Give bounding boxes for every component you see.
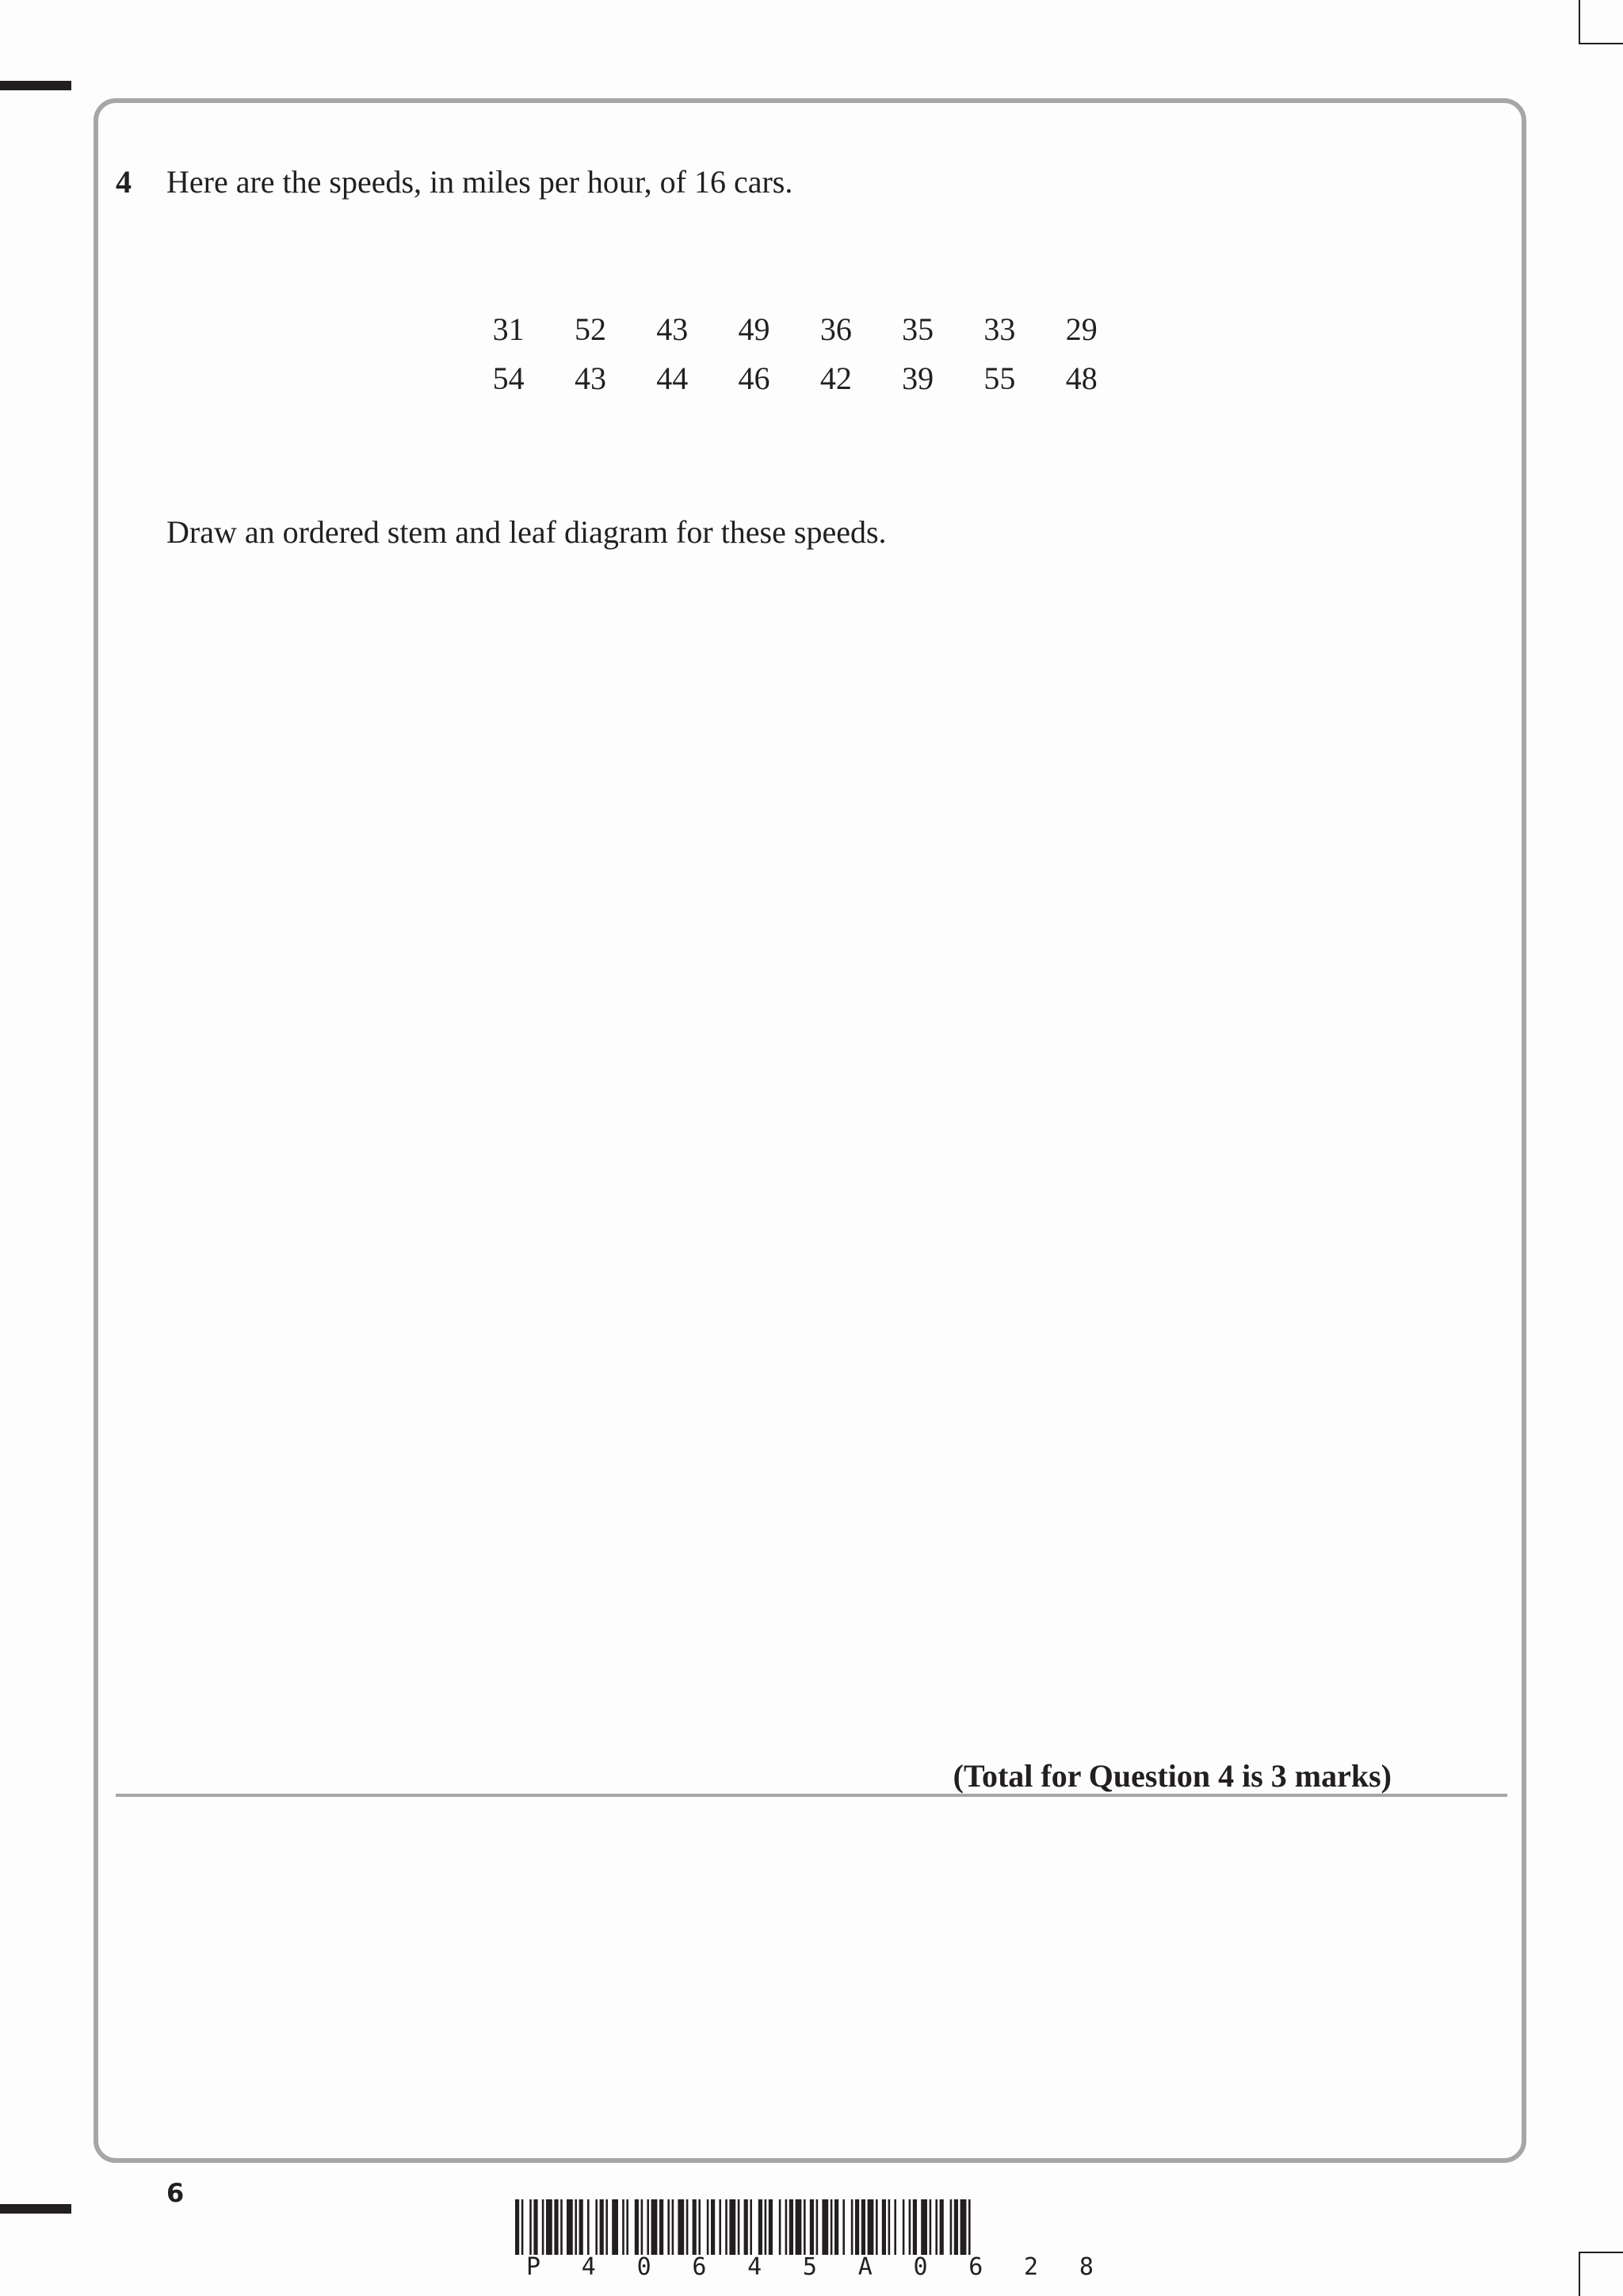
barcode-char: 6 bbox=[692, 2253, 707, 2281]
barcode-bar bbox=[855, 2199, 859, 2255]
barcode-bar bbox=[796, 2199, 802, 2255]
barcode-bar bbox=[913, 2199, 917, 2255]
barcode-bar bbox=[816, 2199, 819, 2255]
barcode-bar bbox=[750, 2199, 752, 2255]
barcode-bar bbox=[595, 2199, 598, 2255]
barcode-char: 2 bbox=[1024, 2253, 1039, 2281]
barcode-bar bbox=[529, 2199, 532, 2255]
total-divider bbox=[116, 1794, 1507, 1797]
barcode-bar bbox=[521, 2199, 524, 2255]
barcode-bar bbox=[851, 2199, 854, 2255]
page-number: 6 bbox=[166, 2178, 185, 2208]
barcode-bar bbox=[641, 2199, 643, 2255]
barcode-bar bbox=[725, 2199, 727, 2255]
barcode-bar bbox=[542, 2199, 544, 2255]
speed-value: 43 bbox=[656, 311, 689, 347]
barcode-bar bbox=[861, 2199, 865, 2255]
barcode-bar bbox=[651, 2199, 658, 2255]
barcode-char: 8 bbox=[1079, 2253, 1094, 2281]
speed-value: 54 bbox=[492, 360, 525, 396]
barcode-bar bbox=[554, 2199, 558, 2255]
speed-value: 35 bbox=[902, 311, 934, 347]
barcode-bar bbox=[533, 2199, 537, 2255]
barcode-bar bbox=[810, 2199, 814, 2255]
barcode-bar bbox=[769, 2199, 773, 2255]
speed-value: 39 bbox=[902, 360, 934, 396]
speed-value: 46 bbox=[738, 360, 770, 396]
crop-mark-bottom bbox=[1579, 2252, 1623, 2296]
barcode-bar bbox=[785, 2199, 788, 2255]
barcode-bar bbox=[678, 2199, 684, 2255]
barcode-bar bbox=[876, 2199, 878, 2255]
margin-mark-top bbox=[0, 81, 71, 90]
barcode bbox=[515, 2199, 1105, 2286]
barcode-bar bbox=[693, 2199, 697, 2255]
barcode-bar bbox=[868, 2199, 874, 2255]
barcode-char: A bbox=[857, 2253, 873, 2281]
barcode-bar bbox=[834, 2199, 838, 2255]
barcode-bar bbox=[587, 2199, 590, 2255]
barcode-bar bbox=[515, 2199, 519, 2255]
barcode-bar bbox=[822, 2199, 828, 2255]
barcode-bar bbox=[686, 2199, 689, 2255]
question-total-marks: (Total for Question 4 is 3 marks) bbox=[953, 1758, 1392, 1794]
question-number: 4 bbox=[116, 164, 132, 200]
barcode-char: P bbox=[526, 2253, 541, 2281]
barcode-bar bbox=[707, 2199, 709, 2255]
speed-value: 44 bbox=[656, 360, 689, 396]
speeds-row-2 bbox=[468, 358, 1122, 399]
barcode-bar bbox=[567, 2199, 573, 2255]
speed-value: 36 bbox=[819, 311, 852, 347]
speed-value: 49 bbox=[738, 311, 770, 347]
barcode-bar bbox=[954, 2199, 958, 2255]
barcode-bar bbox=[950, 2199, 953, 2255]
barcode-bar bbox=[935, 2199, 938, 2255]
barcode-bar bbox=[921, 2199, 927, 2255]
speeds-row-1 bbox=[468, 309, 1122, 350]
barcode-char: 6 bbox=[968, 2253, 983, 2281]
barcode-bar bbox=[546, 2199, 552, 2255]
barcode-bar bbox=[626, 2199, 628, 2255]
barcode-char: 4 bbox=[581, 2253, 596, 2281]
barcode-bar bbox=[940, 2199, 944, 2255]
speed-value: 29 bbox=[1065, 311, 1098, 347]
barcode-bar bbox=[575, 2199, 577, 2255]
barcode-bar bbox=[719, 2199, 721, 2255]
barcode-bar bbox=[738, 2199, 740, 2255]
barcode-bar bbox=[842, 2199, 845, 2255]
speed-value: 42 bbox=[819, 360, 852, 396]
barcode-bar bbox=[930, 2199, 932, 2255]
barcode-bar bbox=[729, 2199, 735, 2255]
barcode-bar bbox=[711, 2199, 715, 2255]
barcode-bar bbox=[968, 2199, 971, 2255]
speed-value: 52 bbox=[574, 311, 606, 347]
barcode-bar bbox=[579, 2199, 583, 2255]
barcode-bars bbox=[515, 2199, 1105, 2255]
barcode-text bbox=[515, 2253, 1105, 2282]
question-frame bbox=[94, 98, 1526, 2163]
barcode-bar bbox=[612, 2199, 618, 2255]
barcode-bar bbox=[765, 2199, 767, 2255]
margin-mark-bottom bbox=[0, 2204, 71, 2214]
barcode-bar bbox=[909, 2199, 911, 2255]
barcode-bar bbox=[903, 2199, 905, 2255]
barcode-bar bbox=[698, 2199, 701, 2255]
speed-value: 43 bbox=[574, 360, 606, 396]
barcode-bar bbox=[758, 2199, 762, 2255]
speed-value: 48 bbox=[1065, 360, 1098, 396]
barcode-bar bbox=[789, 2199, 793, 2255]
barcode-bar bbox=[600, 2199, 604, 2255]
barcode-char: 4 bbox=[747, 2253, 762, 2281]
barcode-bar bbox=[804, 2199, 806, 2255]
barcode-bar bbox=[622, 2199, 624, 2255]
barcode-bar bbox=[744, 2199, 748, 2255]
barcode-bar bbox=[667, 2199, 670, 2255]
barcode-char: 0 bbox=[913, 2253, 928, 2281]
barcode-bar bbox=[888, 2199, 891, 2255]
speed-value: 31 bbox=[492, 311, 525, 347]
barcode-char: 5 bbox=[802, 2253, 817, 2281]
speed-value: 33 bbox=[983, 311, 1016, 347]
barcode-bar bbox=[960, 2199, 967, 2255]
barcode-bar bbox=[560, 2199, 563, 2255]
speed-value: 55 bbox=[983, 360, 1016, 396]
barcode-bar bbox=[672, 2199, 674, 2255]
barcode-bar bbox=[882, 2199, 886, 2255]
barcode-bar bbox=[831, 2199, 833, 2255]
barcode-bar bbox=[659, 2199, 663, 2255]
crop-mark-top bbox=[1579, 0, 1623, 44]
barcode-char: 0 bbox=[636, 2253, 651, 2281]
barcode-bar bbox=[647, 2199, 649, 2255]
question-instruction: Draw an ordered stem and leaf diagram for these speeds. bbox=[166, 514, 887, 550]
barcode-bar bbox=[605, 2199, 608, 2255]
question-text: Here are the speeds, in miles per hour, of 16 cars. bbox=[166, 164, 793, 200]
barcode-bar bbox=[779, 2199, 781, 2255]
barcode-bar bbox=[635, 2199, 639, 2255]
barcode-bar bbox=[894, 2199, 896, 2255]
